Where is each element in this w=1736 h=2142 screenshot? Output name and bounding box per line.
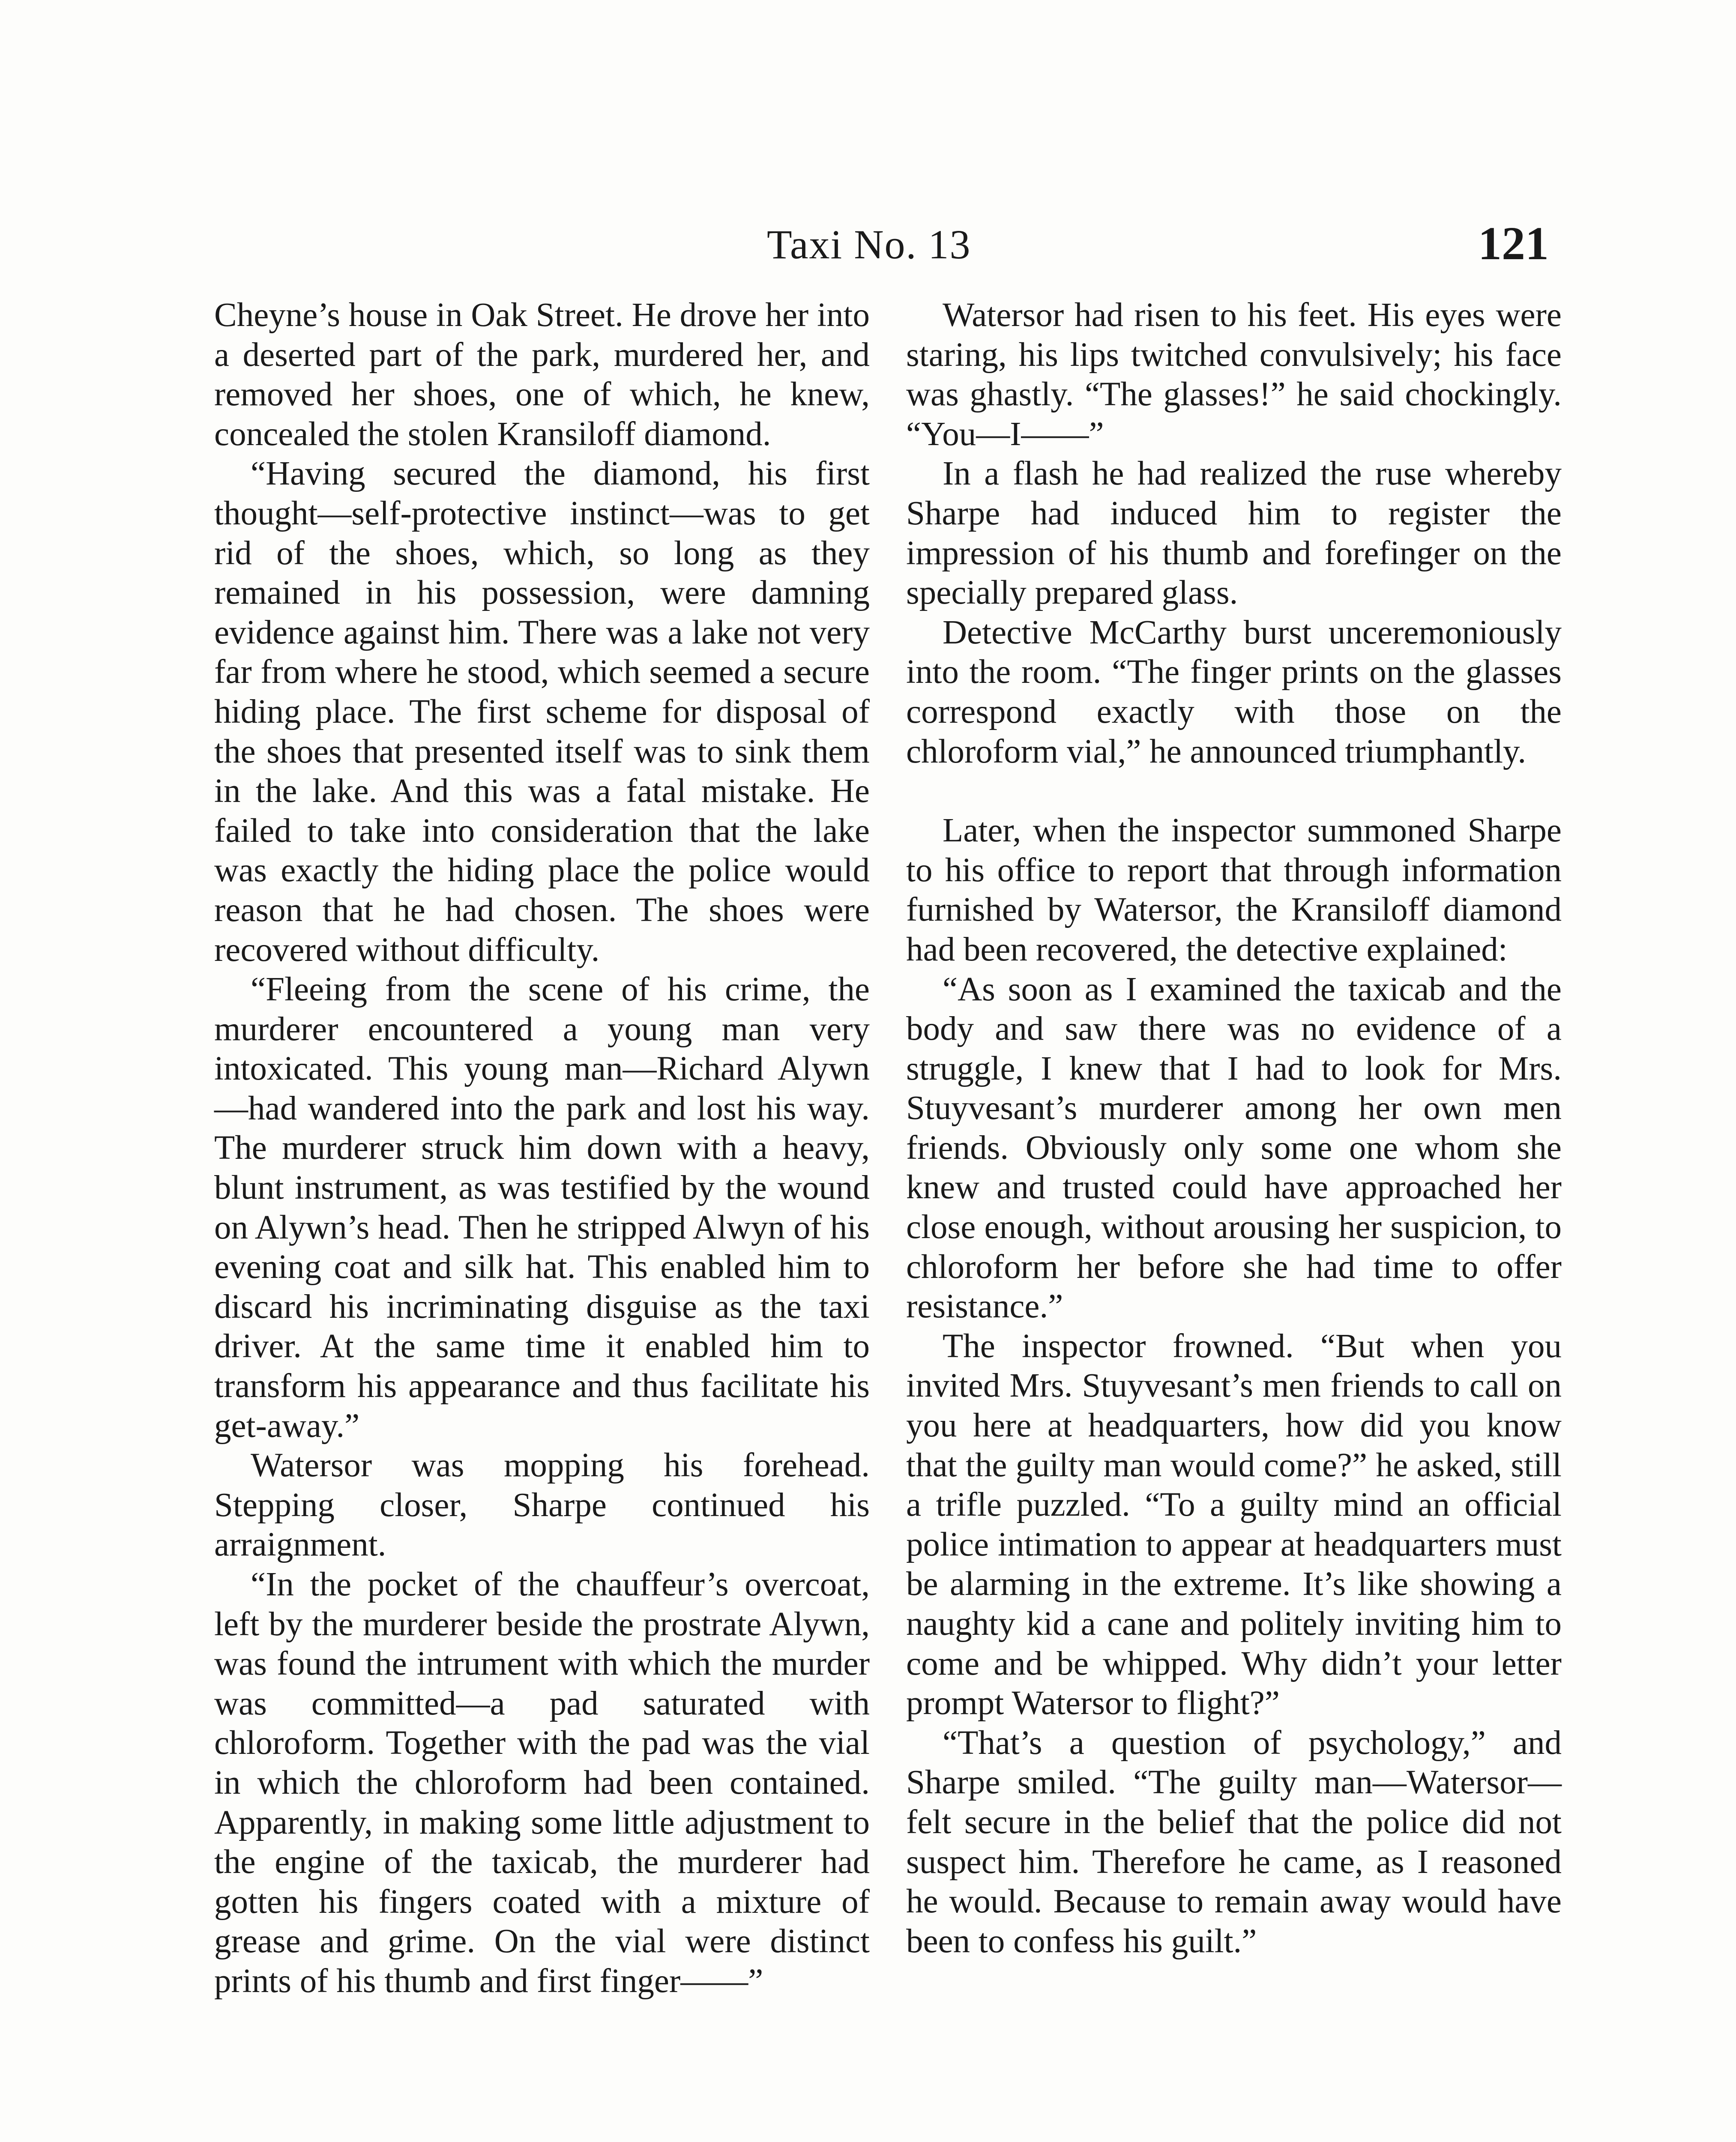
paragraph: Cheyne’s house in Oak Street. He drove her into a deserted part of the park, murdered her, and removed her shoes, one of which, he knew, concealed the stolen Kransiloff diamond. <box>214 296 870 453</box>
running-title: Taxi No. 13 <box>767 221 971 267</box>
paragraph: Detective McCarthy burst unceremoniously into the room. “The finger prints on the glasses correspond exactly with those on the chloroform vial,” he announced triumphantly. <box>906 613 1562 770</box>
paragraph: “As soon as I examined the taxicab and the body and saw there was no evidence of a struggle, I knew that I had to look for Mrs. Stuyvesant’s murderer among her own men friends. Obviously only some one whom she knew and trusted could have approached her close enough, without arousing her suspicion, to chloroform her before she had time to offer resistance.” <box>906 970 1562 1325</box>
right-column <box>906 296 1562 1961</box>
paragraph: Later, when the inspector summoned Sharpe to his office to report that through information furnished by Watersor, the Kransiloff diamond had been recovered, the detective explained: <box>906 812 1562 968</box>
paragraph: In a flash he had realized the ruse whereby Sharpe had induced him to register the impression of his thumb and forefinger on the specially prepared glass. <box>906 455 1562 612</box>
paragraph: The inspector frowned. “But when you invited Mrs. Stuyvesant’s men friends to call on you here at headquarters, how did you know that the guilty man would come?” he asked, still a trifle puzzled. “To a guilty mind an official police intimation to appear at headquarters must be alarming in the extreme. It’s like showing a naughty kid a cane and politely inviting him to come and be whipped. Why didn’t your letter prompt Watersor to flight?” <box>906 1327 1562 1722</box>
paragraph: “In the pocket of the chauffeur’s overcoat, left by the murderer beside the prostrate Alywn, was found the intrument with which the murder was committed—a pad saturated with chloroform. Together with the pad was the vial in which the chloroform had been contained. Apparently, in making some little adjustment to the engine of the taxicab, the murderer had gotten his fingers coated with a mixture of grease and grime. On the vial were distinct prints of his thumb and first finger——” <box>214 1566 870 2000</box>
paragraph: Watersor had risen to his feet. His eyes were staring, his lips twitched convulsively; his face was ghastly. “The glasses!” he said chockingly. “You—I——” <box>906 296 1562 453</box>
paragraph: “Fleeing from the scene of his crime, the murderer encountered a young man very intoxicated. This young man—Richard Alywn—had wandered into the park and lost his way. The murderer struck him down with a heavy, blunt instrument, as was testified by the wound on Alywn’s head. Then he stripped Alwyn of his evening coat and silk hat. This enabled him to discard his incriminating disguise as the taxi driver. At the same time it enabled him to transform his appearance and thus facilitate his get-away.” <box>214 971 870 1445</box>
paragraph: Watersor was mopping his forehead. Stepping closer, Sharpe continued his arraignment. <box>214 1447 870 1564</box>
paragraph: “That’s a question of psychology,” and Sharpe smiled. “The guilty man—Watersor—felt secure in the belief that the police did not suspect him. Therefore he came, as I reasoned he would. Because to remain away would have been to confess his guilt.” <box>906 1724 1562 1960</box>
paragraph: “Having secured the diamond, his first thought—self-protective instinct—was to get rid of the shoes, which, so long as they remained in his possession, were damning evidence against him. There was a lake not very far from where he stood, which seemed a secure hiding place. The first scheme for disposal of the shoes that presented itself was to sink them in the lake. And this was a fatal mistake. He failed to take into consideration that the lake was exactly the hiding place the police would reason that he had chosen. The shoes were recovered without difficulty. <box>214 455 870 969</box>
left-column <box>214 296 870 2001</box>
page-number: 121 <box>1478 217 1549 269</box>
